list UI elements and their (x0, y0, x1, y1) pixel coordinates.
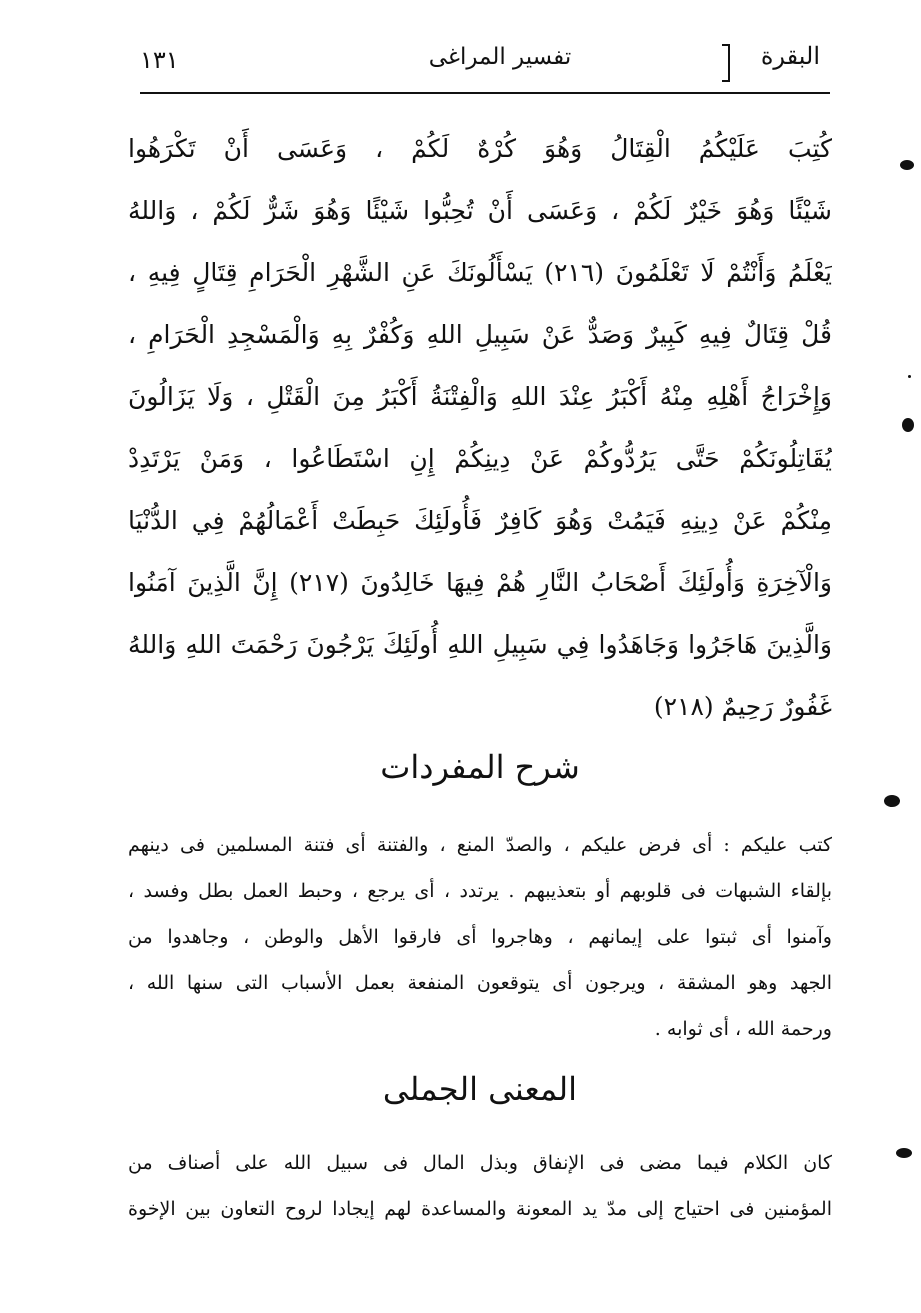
text-line: بإلقاء الشبهات فى قلوبهم أو بتعذيبهم . يرتدد ، أى يرجع ، وحبط العمل بطل وفسد ، (128, 880, 832, 902)
page-header (140, 38, 820, 86)
book-title: تفسير المراغى (428, 44, 572, 70)
text-line: كان الكلام فيما مضى فى الإنفاق وبذل المال فى سبيل الله على أصناف من (128, 1152, 832, 1174)
verse-line: غَفُورٌ رَحِيمٌ (٢١٨) (653, 692, 832, 721)
text-line: المؤمنين فى احتياج إلى مدّ يد المعونة والمساعدة لهم إيجادا لروح التعاون بين الإخوة (128, 1198, 832, 1220)
scan-speck (908, 375, 911, 378)
text-line: كتب عليكم : أى فرض عليكم ، والصدّ المنع ، والفتنة أى فتنة المسلمين فى دينهم (128, 834, 832, 856)
verse-line: وَالَّذِينَ هَاجَرُوا وَجَاهَدُوا فِي سَبِيلِ اللهِ أُولَئِكَ يَرْجُونَ رَحْمَتَ اللهِ وَاللهُ (128, 630, 832, 659)
meaning-heading: المعنى الجملى (382, 1070, 578, 1108)
text-line: الجهد وهو المشقة ، ويرجون أى يتوقعون المنفعة بعمل الأسباب التى سنها الله ، (128, 972, 832, 994)
scan-speck (900, 160, 914, 170)
text-line: وآمنوا أى ثبتوا على إيمانهم ، وهاجروا أى فارقوا الأهل والوطن ، وجاهدوا من (128, 926, 832, 948)
header-rule (140, 92, 830, 94)
header-bracket (728, 44, 730, 82)
verse-line: مِنْكُمْ عَنْ دِينِهِ فَيَمُتْ وَهُوَ كَافِرٌ فَأُولَئِكَ حَبِطَتْ أَعْمَالُهُمْ فِي الدُّنْيَا (128, 506, 832, 535)
page-number: ١٣١ (140, 46, 179, 74)
verse-line: يُقَاتِلُونَكُمْ حَتَّى يَرُدُّوكُمْ عَنْ دِينِكُمْ إِنِ اسْتَطَاعُوا ، وَمَنْ يَرْتَدِدْ (128, 444, 832, 473)
surah-name: البقرة (760, 42, 820, 70)
vocabulary-heading: شرح المفردات (380, 748, 580, 786)
verse-line: وَالْآخِرَةِ وَأُولَئِكَ أَصْحَابُ النَّارِ هُمْ فِيهَا خَالِدُونَ (٢١٧) إِنَّ الَّذِينَ آمَنُوا (128, 568, 832, 597)
meaning-text (128, 1140, 832, 1232)
verse-line: شَيْئًا وَهُوَ خَيْرٌ لَكُمْ ، وَعَسَى أَنْ تُحِبُّوا شَيْئًا وَهُوَ شَرٌّ لَكُمْ ، وَاللهُ (128, 196, 832, 225)
scan-speck (896, 1148, 912, 1158)
verse-line: كُتِبَ عَلَيْكُمُ الْقِتَالُ وَهُوَ كُرْهٌ لَكُمْ ، وَعَسَى أَنْ تَكْرَهُوا (128, 134, 832, 163)
quran-verses (128, 118, 832, 738)
scan-speck (884, 795, 900, 807)
verse-line: وَإِخْرَاجُ أَهْلِهِ مِنْهُ أَكْبَرُ عِنْدَ اللهِ وَالْفِتْنَةُ أَكْبَرُ مِنَ الْقَتْلِ ، وَلَا يَزَالُونَ (128, 382, 832, 411)
text-line: ورحمة الله ، أى ثوابه . (654, 1018, 832, 1040)
verse-line: قُلْ قِتَالٌ فِيهِ كَبِيرٌ وَصَدٌّ عَنْ سَبِيلِ اللهِ وَكُفْرٌ بِهِ وَالْمَسْجِدِ الْحَرَامِ ، (128, 320, 832, 349)
scan-speck (902, 418, 914, 432)
vocabulary-text (128, 822, 832, 1052)
verse-line: يَعْلَمُ وَأَنْتُمْ لَا تَعْلَمُونَ (٢١٦) يَسْأَلُونَكَ عَنِ الشَّهْرِ الْحَرَامِ قِتَالٍ فِيهِ ، (128, 258, 832, 287)
